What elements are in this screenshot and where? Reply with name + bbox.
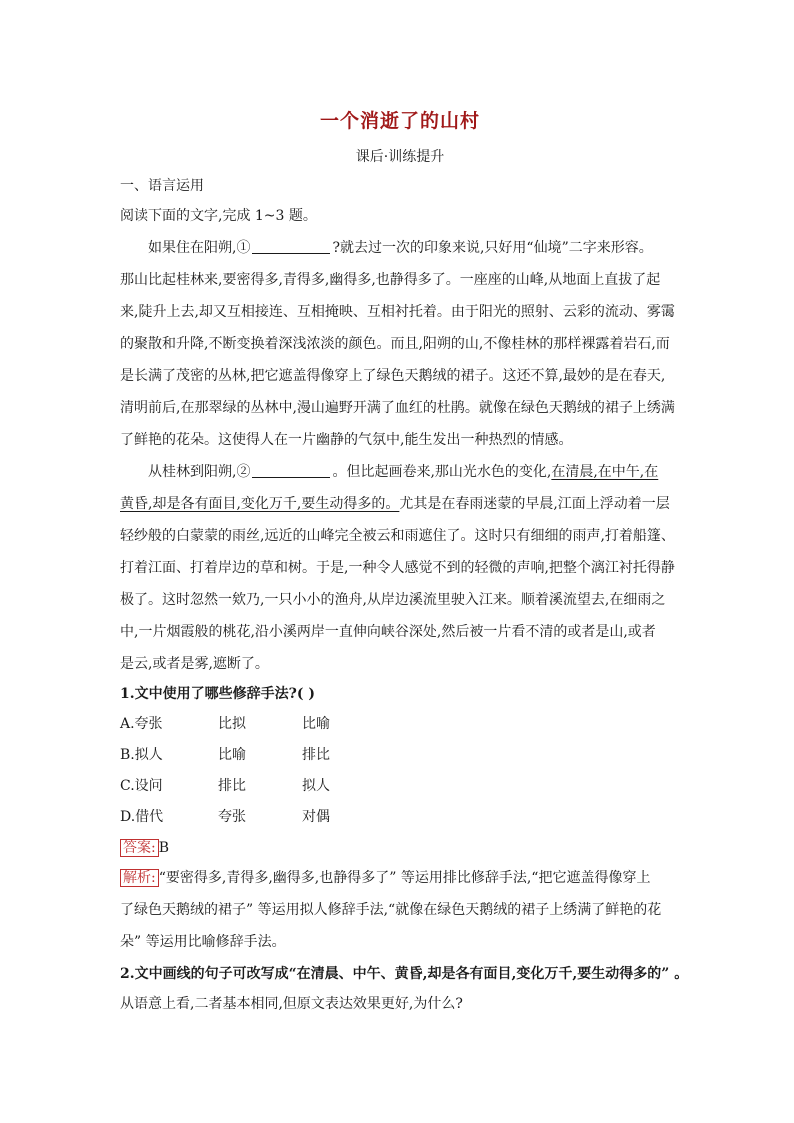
- analysis-tag: 解析:: [120, 869, 159, 887]
- analysis-line: 解析: “要密得多,青得多,幽得多,也静得多了” 等运用排比修辞手法,“把它遮盖得像穿上: [120, 868, 650, 888]
- passage-line: 来,陡升上去,却又互相接连、互相掩映、互相衬托着。由于阳光的照射、云彩的流动、雾霭: [120, 304, 675, 320]
- passage-line: 了鲜艳的花朵。这使得人在一片幽静的气氛中,能生发出一种热烈的情感。: [120, 432, 573, 448]
- section-instruction: 阅读下面的文字,完成 1~3 题。: [120, 208, 317, 224]
- answer-blank-1: [252, 239, 330, 254]
- document-subtitle: 课后·训练提升: [355, 149, 445, 165]
- analysis-line: 了绿色天鹅绒的裙子” 等运用拟人修辞手法,“就像在绿色天鹅绒的裙子上绣满了鲜艳的花: [120, 902, 662, 918]
- passage-line: 是长满了茂密的丛林,把它遮盖得像穿上了绿色天鹅绒的裙子。这还不算,最妙的是在春天,: [120, 368, 666, 384]
- answer-tag: 答案:: [120, 839, 159, 857]
- passage-line: 那山比起桂林来,要密得多,青得多,幽得多,也静得多了。一座座的山峰,从地面上直拔了起: [120, 272, 661, 288]
- analysis-line: 朵” 等运用比喻修辞手法。: [120, 934, 286, 950]
- passage-line: 从桂林到阳朔,② 。但比起画卷来,那山光水色的变化,在清晨,在中午,在: [148, 464, 659, 480]
- answer-blank-2: [252, 463, 330, 478]
- passage-line: 的聚散和升降,不断变换着深浅浓淡的颜色。而且,阳朔的山,不像桂林的那样裸露着岩石,而: [120, 336, 670, 352]
- answer-value: B: [158, 840, 170, 856]
- passage-line: 如果住在阳朔,① ?就去过一次的印象来说,只好用“仙境”二字来形容。: [148, 240, 653, 256]
- passage-line: 是云,或者是雾,遮断了。: [120, 656, 269, 672]
- passage-line: 黄昏,却是各有面目,变化万千,要生动得多的。尤其是在春雨迷蒙的早晨,江面上浮动着一层: [120, 496, 670, 512]
- underlined-sentence: 黄昏,却是各有面目,变化万千,要生动得多的。: [120, 496, 400, 512]
- passage-line: 轻纱般的白蒙蒙的雨丝,远近的山峰完全被云和雨遮住了。这时只有细细的雨声,打着船篷、: [120, 528, 675, 544]
- question-2-stem-cont: 从语意上看,二者基本相同,但原文表达效果更好,为什么?: [120, 996, 463, 1012]
- passage-line: 清明前后,在那翠绿的丛林中,漫山遍野开满了血红的杜鹃。就像在绿色天鹅绒的裙子上绣满: [120, 400, 675, 416]
- passage-line: 极了。这时忽然一欸乃,一只小小的渔舟,从岸边溪流里驶入江来。顺着溪流望去,在细雨之: [120, 592, 666, 608]
- section-heading: 一、语言运用: [120, 178, 204, 194]
- passage-line: 打着江面、打着岸边的草和树。于是,一种令人感觉不到的轻微的声响,把整个漓江衬托得静: [120, 560, 675, 576]
- document-title: 一个消逝了的山村: [319, 110, 480, 132]
- answer-line: [120, 838, 169, 858]
- question-2-stem: 2.文中画线的句子可改写成“在清晨、中午、黄昏,却是各有面目,变化万千,要生动得多的” 。: [120, 966, 689, 982]
- question-1-stem: 1.文中使用了哪些修辞手法?( ): [120, 686, 315, 702]
- passage-line: 中,一片烟霞般的桃花,沿小溪两岸一直伸向峡谷深处,然后被一片看不清的或者是山,或者: [120, 624, 656, 640]
- underlined-sentence: 在清晨,在中午,在: [551, 464, 659, 480]
